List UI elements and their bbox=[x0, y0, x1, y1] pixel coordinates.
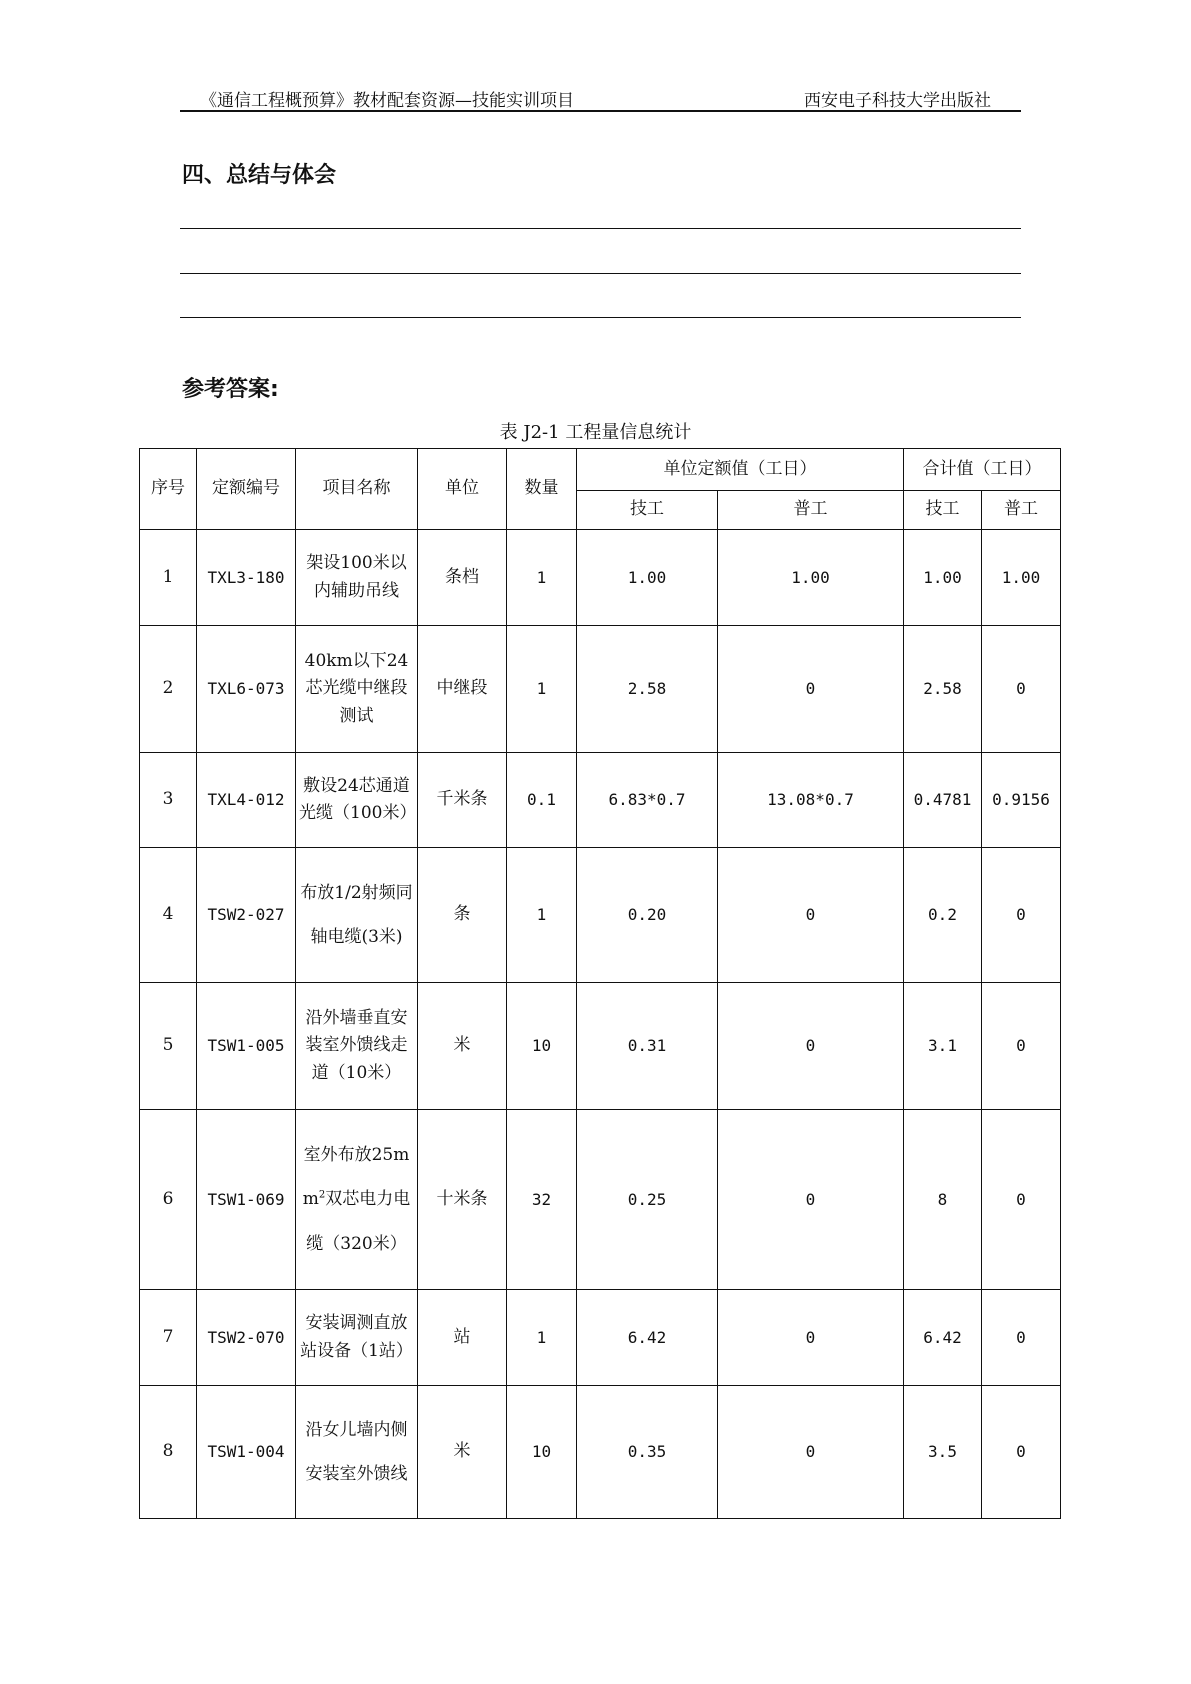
cell-qty: 10 bbox=[507, 983, 577, 1110]
cell-total-skilled: 3.1 bbox=[904, 983, 982, 1110]
header-unit-value: 单位定额值（工日） bbox=[577, 449, 904, 491]
cell-unit-general: 0 bbox=[718, 1110, 904, 1290]
cell-total-general: 0 bbox=[982, 1386, 1061, 1519]
table-row bbox=[140, 530, 1061, 626]
cell-code: TXL3-180 bbox=[197, 530, 296, 626]
cell-total-skilled: 1.00 bbox=[904, 530, 982, 626]
cell-code: TSW2-027 bbox=[197, 848, 296, 983]
cell-unit-skilled: 1.00 bbox=[577, 530, 718, 626]
header-total-skilled: 技工 bbox=[904, 491, 982, 530]
section-title: 四、总结与体会 bbox=[182, 163, 337, 188]
header-code: 定额编号 bbox=[197, 449, 296, 530]
cell-seq: 6 bbox=[140, 1110, 197, 1290]
header-unit-general: 普工 bbox=[718, 491, 904, 530]
cell-code: TXL6-073 bbox=[197, 626, 296, 753]
cell-unit: 千米条 bbox=[418, 753, 507, 848]
cell-unit-general: 0 bbox=[718, 1290, 904, 1386]
cell-total-general: 0 bbox=[982, 1110, 1061, 1290]
cell-code: TSW1-069 bbox=[197, 1110, 296, 1290]
cell-name: 架设100米以内辅助吊线 bbox=[296, 530, 418, 626]
cell-unit-skilled: 0.20 bbox=[577, 848, 718, 983]
table-row bbox=[140, 1386, 1061, 1519]
cell-unit-general: 13.08*0.7 bbox=[718, 753, 904, 848]
answer-line-2 bbox=[180, 273, 1021, 274]
cell-seq: 1 bbox=[140, 530, 197, 626]
header-total-general: 普工 bbox=[982, 491, 1061, 530]
header-qty: 数量 bbox=[507, 449, 577, 530]
cell-total-skilled: 8 bbox=[904, 1110, 982, 1290]
header-book-title: 《通信工程概预算》教材配套资源—技能实训项目 bbox=[200, 91, 574, 111]
cell-unit-general: 1.00 bbox=[718, 530, 904, 626]
cell-total-general: 0 bbox=[982, 1290, 1061, 1386]
cell-qty: 32 bbox=[507, 1110, 577, 1290]
header-unit-skilled: 技工 bbox=[577, 491, 718, 530]
cell-unit: 十米条 bbox=[418, 1110, 507, 1290]
cell-name-part: 室外布放25mm bbox=[302, 1145, 410, 1210]
cell-seq: 8 bbox=[140, 1386, 197, 1519]
cell-qty: 1 bbox=[507, 1290, 577, 1386]
superscript-2: 2 bbox=[318, 1189, 326, 1201]
answer-line-1 bbox=[180, 228, 1021, 229]
cell-code: TSW2-070 bbox=[197, 1290, 296, 1386]
cell-unit: 米 bbox=[418, 1386, 507, 1519]
cell-unit: 米 bbox=[418, 983, 507, 1110]
table-row bbox=[140, 626, 1061, 753]
cell-seq: 3 bbox=[140, 753, 197, 848]
header-total-value: 合计值（工日） bbox=[904, 449, 1061, 491]
cell-seq: 7 bbox=[140, 1290, 197, 1386]
cell-total-skilled: 0.4781 bbox=[904, 753, 982, 848]
cell-total-skilled: 3.5 bbox=[904, 1386, 982, 1519]
header-unit: 单位 bbox=[418, 449, 507, 530]
cell-code: TXL4-012 bbox=[197, 753, 296, 848]
cell-unit-skilled: 0.25 bbox=[577, 1110, 718, 1290]
cell-total-skilled: 2.58 bbox=[904, 626, 982, 753]
cell-unit: 中继段 bbox=[418, 626, 507, 753]
table-row bbox=[140, 1110, 1061, 1290]
table-row bbox=[140, 983, 1061, 1110]
cell-unit-general: 0 bbox=[718, 626, 904, 753]
cell-total-general: 0 bbox=[982, 626, 1061, 753]
header-divider bbox=[180, 110, 1021, 112]
header-publisher: 西安电子科技大学出版社 bbox=[804, 91, 991, 111]
cell-seq: 2 bbox=[140, 626, 197, 753]
cell-unit-skilled: 0.35 bbox=[577, 1386, 718, 1519]
cell-name: 沿女儿墙内侧安装室外馈线 bbox=[296, 1386, 418, 1519]
header-seq: 序号 bbox=[140, 449, 197, 530]
cell-total-general: 0 bbox=[982, 848, 1061, 983]
cell-qty: 0.1 bbox=[507, 753, 577, 848]
cell-qty: 10 bbox=[507, 1386, 577, 1519]
cell-name: 敷设24芯通道光缆（100米） bbox=[296, 753, 418, 848]
cell-unit: 站 bbox=[418, 1290, 507, 1386]
cell-unit-skilled: 0.31 bbox=[577, 983, 718, 1110]
header-name: 项目名称 bbox=[296, 449, 418, 530]
table-row bbox=[140, 1290, 1061, 1386]
cell-code: TSW1-005 bbox=[197, 983, 296, 1110]
reference-answer-title: 参考答案: bbox=[182, 377, 279, 402]
cell-name bbox=[296, 1110, 418, 1290]
cell-name: 沿外墙垂直安装室外馈线走道（10米） bbox=[296, 983, 418, 1110]
table-row bbox=[140, 848, 1061, 983]
cell-unit-skilled: 2.58 bbox=[577, 626, 718, 753]
cell-unit-skilled: 6.42 bbox=[577, 1290, 718, 1386]
cell-qty: 1 bbox=[507, 530, 577, 626]
cell-name: 40km以下24芯光缆中继段测试 bbox=[296, 626, 418, 753]
cell-qty: 1 bbox=[507, 848, 577, 983]
cell-total-general: 0.9156 bbox=[982, 753, 1061, 848]
cell-unit-general: 0 bbox=[718, 848, 904, 983]
cell-code: TSW1-004 bbox=[197, 1386, 296, 1519]
table-row bbox=[140, 753, 1061, 848]
table-caption: 表 J2-1 工程量信息统计 bbox=[499, 422, 692, 443]
cell-unit-general: 0 bbox=[718, 1386, 904, 1519]
workload-table bbox=[139, 448, 1061, 1519]
cell-unit-skilled: 6.83*0.7 bbox=[577, 753, 718, 848]
cell-name-part: 双芯电力电缆（320米） bbox=[306, 1189, 411, 1254]
cell-unit: 条档 bbox=[418, 530, 507, 626]
cell-unit-general: 0 bbox=[718, 983, 904, 1110]
cell-name: 布放1/2射频同轴电缆(3米) bbox=[296, 848, 418, 983]
cell-name: 安装调测直放站设备（1站） bbox=[296, 1290, 418, 1386]
answer-line-3 bbox=[180, 317, 1021, 318]
cell-total-skilled: 6.42 bbox=[904, 1290, 982, 1386]
cell-total-skilled: 0.2 bbox=[904, 848, 982, 983]
cell-total-general: 0 bbox=[982, 983, 1061, 1110]
cell-qty: 1 bbox=[507, 626, 577, 753]
cell-total-general: 1.00 bbox=[982, 530, 1061, 626]
cell-unit: 条 bbox=[418, 848, 507, 983]
cell-seq: 4 bbox=[140, 848, 197, 983]
cell-seq: 5 bbox=[140, 983, 197, 1110]
